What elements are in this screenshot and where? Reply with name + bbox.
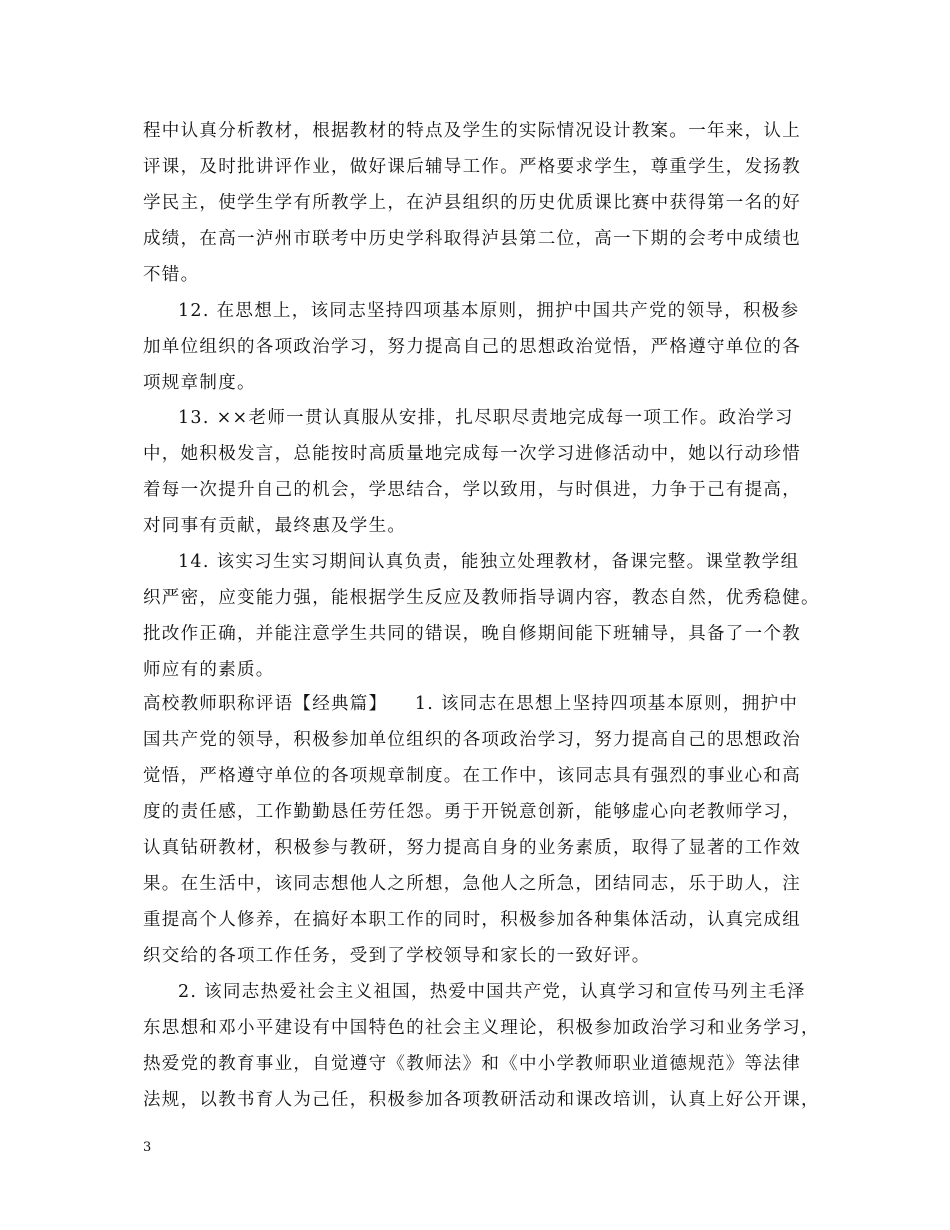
text-line: 国共产党的领导，积极参加单位组织的各项政治学习，努力提高自己的思想政治 — [143, 730, 801, 750]
text-line: 师应有的素质。 — [143, 660, 275, 680]
text-line: 热爱党的教育事业，自觉遵守《教师法》和《中小学教师职业道德规范》等法律 — [143, 1054, 801, 1074]
text-line: 果。在生活中，该同志想他人之所想，急他人之所急，团结同志，乐于助人，注 — [143, 874, 801, 894]
page-number: 3 — [143, 1140, 152, 1155]
text-line: 度的责任感，工作勤勤恳任劳任怨。勇于开锐意创新，能够虚心向老教师学习， — [143, 802, 801, 822]
text-line: 织严密，应变能力强，能根据学生反应及教师指导调内容，教态自然，优秀稳健。 — [143, 588, 820, 608]
text-line: 项规章制度。 — [143, 373, 256, 393]
paragraph-2-start: 2. 该同志热爱社会主义祖国，热爱中国共产党，认真学习和宣传马列主毛泽 — [178, 982, 806, 1002]
text-line: 不错。 — [143, 265, 200, 285]
text-line: 对同事有贡献，最终惠及学生。 — [143, 516, 407, 536]
text-line: 成绩，在高一泸州市联考中历史学科取得泸县第二位，高一下期的会考中成绩也 — [143, 229, 801, 249]
text-line: 织交给的各项工作任务，受到了学校领导和家长的一致好评。 — [143, 946, 651, 966]
text-line: 重提高个人修养，在搞好本职工作的同时，积极参加各种集体活动，认真完成组 — [143, 910, 801, 930]
text-line: 学民主，使学生学有所教学上，在泸县组织的历史优质课比赛中获得第一名的好 — [143, 193, 801, 213]
text-line: 加单位组织的各项政治学习，努力提高自己的思想政治觉悟，严格遵守单位的各 — [143, 337, 801, 357]
paragraph-12-start: 12. 在思想上，该同志坚持四项基本原则，拥护中国共产党的领导，积极参 — [178, 301, 800, 321]
text-line: 评课，及时批讲评作业，做好课后辅导工作。严格要求学生，尊重学生，发扬教 — [143, 157, 801, 177]
text-line: 法规，以教书育人为己任，积极参加各项教研活动和课改培训，认真上好公开课， — [143, 1090, 820, 1110]
text-line: 着每一次提升自己的机会，学思结合，学以致用，与时俱进，力争于己有提高， — [143, 480, 801, 500]
text-line: 程中认真分析教材，根据教材的特点及学生的实际情况设计教案。一年来，认上 — [143, 121, 801, 141]
text-line: 认真钻研教材，积极参与教研，努力提高自身的业务素质，取得了显著的工作效 — [143, 838, 801, 858]
paragraph-14-start: 14. 该实习生实习期间认真负责，能独立处理教材，备课完整。课堂教学组 — [178, 552, 800, 572]
text-line: 中，她积极发言，总能按时高质量地完成每一次学习进修活动中，她以行动珍惜 — [143, 444, 801, 464]
section-heading-line: 高校教师职称评语【经典篇】 1. 该同志在思想上坚持四项基本原则，拥护中 — [143, 694, 799, 714]
paragraph-13-start: 13. ××老师一贯认真服从安排，扎尽职尽责地完成每一项工作。政治学习 — [178, 408, 794, 428]
text-line: 批改作正确，并能注意学生共同的错误，晚自修期间能下班辅导，具备了一个教 — [143, 624, 801, 644]
text-line: 东思想和邓小平建设有中国特色的社会主义理论，积极参加政治学习和业务学习， — [143, 1018, 820, 1038]
text-line: 觉悟，严格遵守单位的各项规章制度。在工作中，该同志具有强烈的事业心和高 — [143, 766, 801, 786]
